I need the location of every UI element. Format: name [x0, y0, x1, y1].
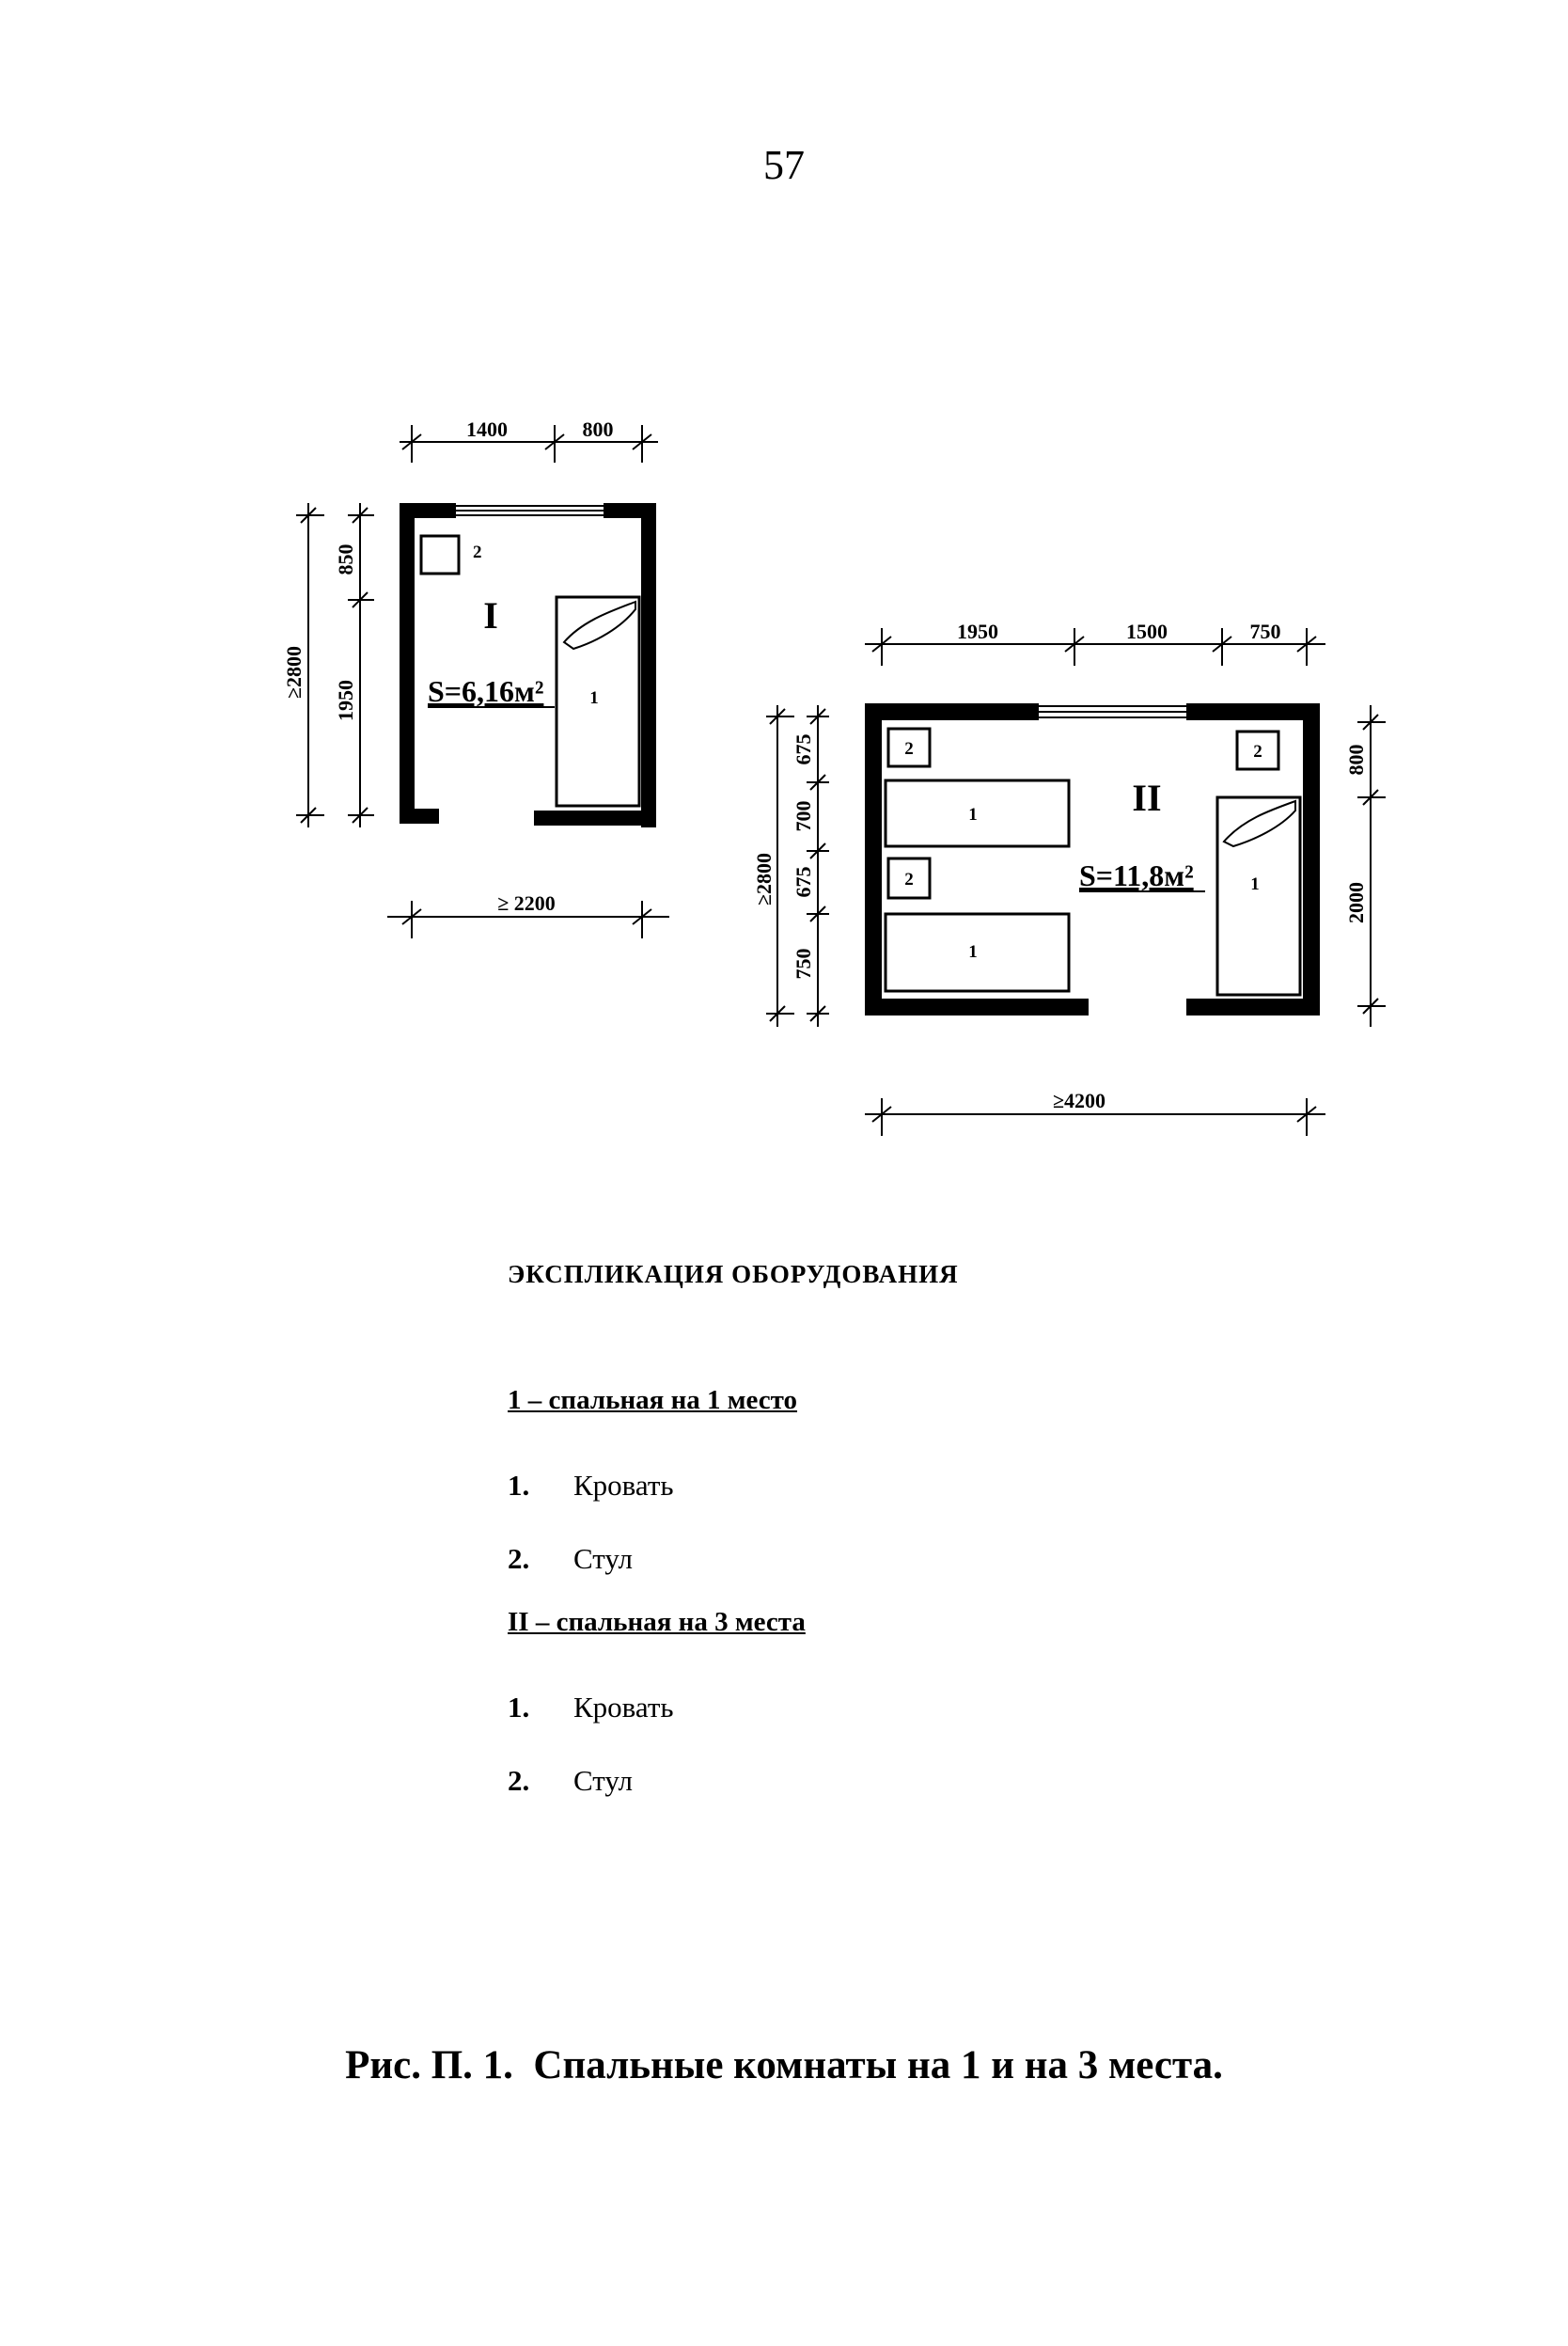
list-item	[508, 1522, 1354, 1596]
list-item-number: 1.	[508, 1691, 530, 1724]
plan-2-pillow	[1224, 801, 1295, 846]
list-item-label: Кровать	[573, 1691, 674, 1724]
plan-2-dim-top-3: 750	[1249, 620, 1281, 643]
plan-2-dim-left-4: 750	[792, 948, 815, 980]
plan-1-chair-label: 2	[473, 543, 482, 562]
plan-2-chair-3-label: 2	[1253, 742, 1262, 762]
plan-1-dim-top-1: 1400	[466, 417, 508, 441]
list-item	[508, 1449, 1354, 1522]
plan-2-bed-3-label: 1	[1250, 874, 1260, 894]
list-item-label: Кровать	[573, 1469, 674, 1502]
plan-2-window	[1039, 706, 1186, 717]
plan-1-dim-left-total: ≥2800	[282, 645, 306, 700]
list-item-label: Стул	[573, 1764, 634, 1797]
plan-2-dim-right-1: 800	[1344, 744, 1368, 776]
plan-2	[752, 620, 1386, 1136]
plan-2-dim-left-1: 675	[792, 733, 815, 765]
list-item-number: 1.	[508, 1469, 530, 1502]
plan-2-bed-2-label: 1	[968, 942, 978, 962]
plan-1-bed-label: 1	[589, 688, 599, 708]
list-item	[508, 1671, 1354, 1744]
legend-title: ЭКСПЛИКАЦИЯ ОБОРУДОВАНИЯ	[508, 1260, 959, 1288]
plan-2-chair-1-label: 2	[904, 739, 914, 759]
plan-1-dim-top-2: 800	[582, 417, 614, 441]
plan-1-walls	[400, 503, 656, 827]
plan-1-room-number: I	[483, 594, 498, 637]
plan-2-room-number: II	[1132, 777, 1162, 819]
equipment-legend	[508, 1260, 1354, 1818]
page-number: 57	[763, 142, 805, 188]
plan-1-window	[456, 506, 604, 515]
plan-1-pillow	[564, 602, 635, 649]
list-item	[508, 1744, 1354, 1818]
list-item-number: 2.	[508, 1764, 530, 1797]
plan-2-dim-top-2: 1500	[1126, 620, 1168, 643]
plan-1-dim-left-1: 850	[334, 543, 357, 575]
plan-2-area: S=11,8м²	[1079, 858, 1194, 892]
legend-group-title: II – спальная на 3 места	[508, 1607, 806, 1637]
plan-1	[282, 417, 669, 938]
plan-1-chair	[421, 536, 459, 574]
list-item-label: Стул	[573, 1542, 634, 1575]
plan-1-area: S=6,16м²	[428, 674, 544, 708]
plan-1-dim-bottom: ≥ 2200	[497, 891, 556, 915]
legend-group-title: 1 – спальная на 1 место	[508, 1385, 798, 1415]
plan-2-dim-left-total: ≥2800	[752, 852, 776, 906]
figure-caption: Рис. П. 1. Спальные комнаты на 1 и на 3 места.	[345, 2043, 1223, 2087]
plan-2-dim-left-2: 700	[792, 800, 815, 832]
plan-1-top-dimension	[400, 425, 658, 463]
plan-1-dim-left-2: 1950	[334, 680, 357, 721]
plan-2-dim-top-1: 1950	[957, 620, 998, 643]
plan-2-dim-left-3: 675	[792, 866, 815, 898]
list-item-number: 2.	[508, 1542, 530, 1575]
plan-2-bed-3	[1217, 797, 1300, 995]
plan-2-dim-right-2: 2000	[1344, 882, 1368, 923]
plan-2-dim-bottom: ≥4200	[1052, 1089, 1106, 1112]
plan-2-bed-1-label: 1	[968, 805, 978, 825]
plan-2-chair-2-label: 2	[904, 870, 914, 890]
